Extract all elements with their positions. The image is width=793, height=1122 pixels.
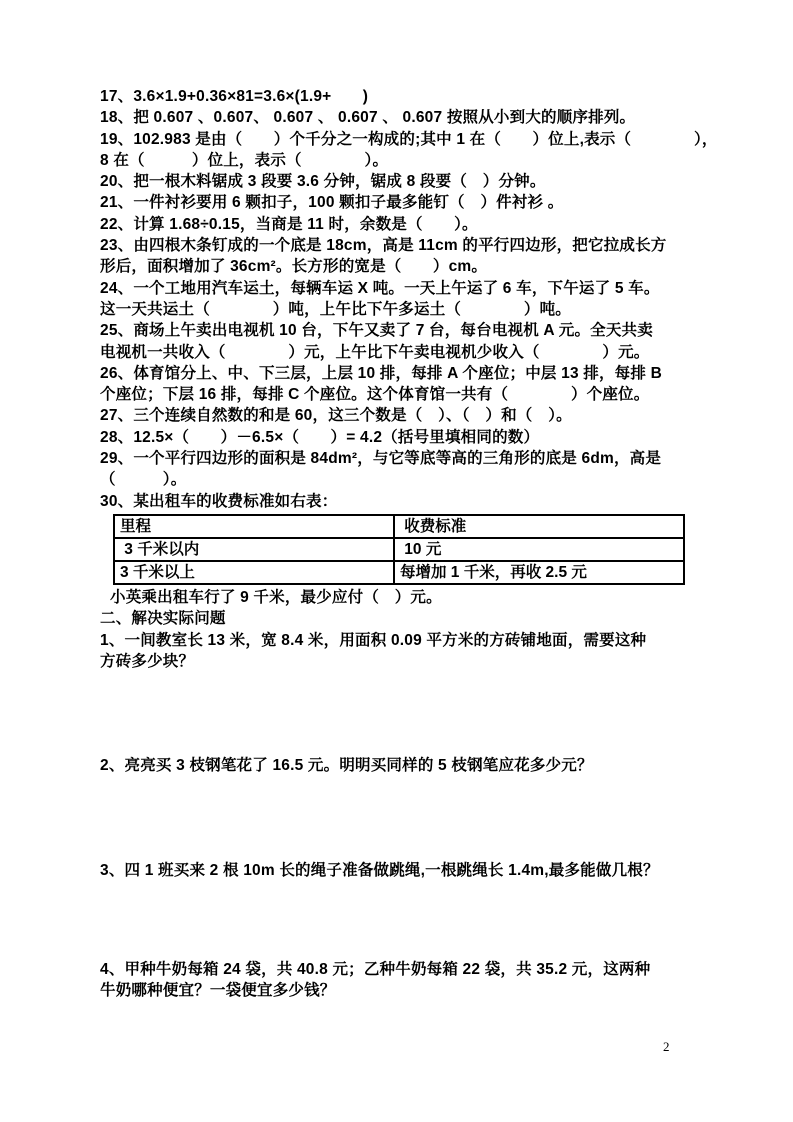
- problem-23-cont: 形后，面积增加了 36cm²。长方形的宽是（ ）cm。: [100, 258, 488, 276]
- problem-19-cont: 8 在（ ）位上，表示（ ）。: [100, 151, 389, 169]
- problem-30: 30、某出租车的收费标准如右表：: [100, 492, 338, 510]
- fare-cell-extra-price: 每增加 1 千米，再收 2.5 元: [394, 561, 684, 584]
- problem-29: 29、一个平行四边形的面积是 84dm²，与它等底等高的三角形的底是 6dm，高是: [100, 450, 662, 468]
- word-problem-4: 4、甲种牛奶每箱 24 袋，共 40.8 元；乙种牛奶每箱 22 袋，共 35.2 元，这两种: [100, 960, 651, 978]
- fare-cell-base-price: 10 元: [394, 538, 684, 561]
- problem-27: 27、三个连续自然数的和是 60，这三个数是（ ）、（ ）和（ ）。: [100, 407, 572, 425]
- fare-cell-within-3km: 3 千米以内: [114, 538, 394, 561]
- fare-table-header-row: [114, 515, 684, 538]
- fare-table-header-standard: 收费标准: [394, 515, 684, 538]
- fare-table-row-over-3km: [114, 561, 684, 584]
- problem-25-cont: 电视机一共收入（ ）元，上午比下午卖电视机少收入（ ）元。: [100, 343, 650, 361]
- problem-29-cont: （ ）。: [100, 471, 187, 489]
- problem-25: 25、商场上午卖出电视机 10 台，下午又卖了 7 台，每台电视机 A 元。全天共卖: [100, 322, 653, 340]
- fare-table-row-within-3km: [114, 538, 684, 561]
- word-problem-4-cont: 牛奶哪种便宜？一袋便宜多少钱？: [100, 982, 336, 1000]
- problem-22: 22、计算 1.68÷0.15，当商是 11 时，余数是（ ）。: [100, 215, 478, 233]
- problem-19: 19、102.983 是由（ ）个千分之一构成的;其中 1 在（ ）位上,表示（ ），: [100, 130, 718, 148]
- fare-cell-over-3km: 3 千米以上: [114, 561, 394, 584]
- problem-28: 28、12.5×（ ）－6.5×（ ）= 4.2（括号里填相同的数）: [100, 428, 540, 446]
- page-number: 2: [663, 1039, 670, 1054]
- problem-26: 26、体育馆分上、中、下三层，上层 10 排，每排 A 个座位；中层 13 排，每排 B: [100, 364, 662, 382]
- problem-24-cont: 这一天共运土（ ）吨，上午比下午多运土（ ）吨。: [100, 300, 572, 318]
- problem-24: 24、一个工地用汽车运土，每辆车运 X 吨。一天上午运了 6 车，下午运了 5 车。: [100, 279, 660, 297]
- word-problem-2: 2、亮亮买 3 枝钢笔花了 16.5 元。明明买同样的 5 枝钢笔应花多少元？: [100, 757, 593, 775]
- word-problem-1-cont: 方砖多少块？: [100, 652, 195, 670]
- word-problem-1: 1、一间教室长 13 米，宽 8.4 米，用面积 0.09 平方米的方砖铺地面，需要这种: [100, 631, 647, 649]
- problem-17: 17、3.6×1.9+0.36×81=3.6×(1.9+ ): [100, 88, 369, 105]
- problem-30-question: 小英乘出租车行了 9 千米，最少应付（ ）元。: [110, 588, 442, 606]
- section-2-heading: 二、解决实际问题: [100, 610, 226, 628]
- problem-20: 20、把一根木料锯成 3 段要 3.6 分钟，锯成 8 段要（ ）分钟。: [100, 173, 546, 191]
- word-problem-3: 3、四 1 班买来 2 根 10m 长的绳子准备做跳绳,一根跳绳长 1.4m,最多能做几根？: [100, 862, 659, 880]
- taxi-fare-table: [113, 514, 685, 585]
- problem-23: 23、由四根木条钉成的一个底是 18cm，高是 11cm 的平行四边形，把它拉成长方: [100, 237, 667, 255]
- problem-18: 18、把 0.607 、0.607、 0.607 、 0.607 、 0.607 按照从小到大的顺序排列。: [100, 109, 636, 127]
- problem-26-cont: 个座位；下层 16 排，每排 C 个座位。这个体育馆一共有（ ）个座位。: [100, 386, 650, 404]
- fare-table-header-mileage: 里程: [114, 515, 394, 538]
- worksheet-content: [100, 86, 718, 1001]
- problem-21: 21、一件衬衫要用 6 颗扣子，100 颗扣子最多能钉（ ）件衬衫 。: [100, 194, 564, 212]
